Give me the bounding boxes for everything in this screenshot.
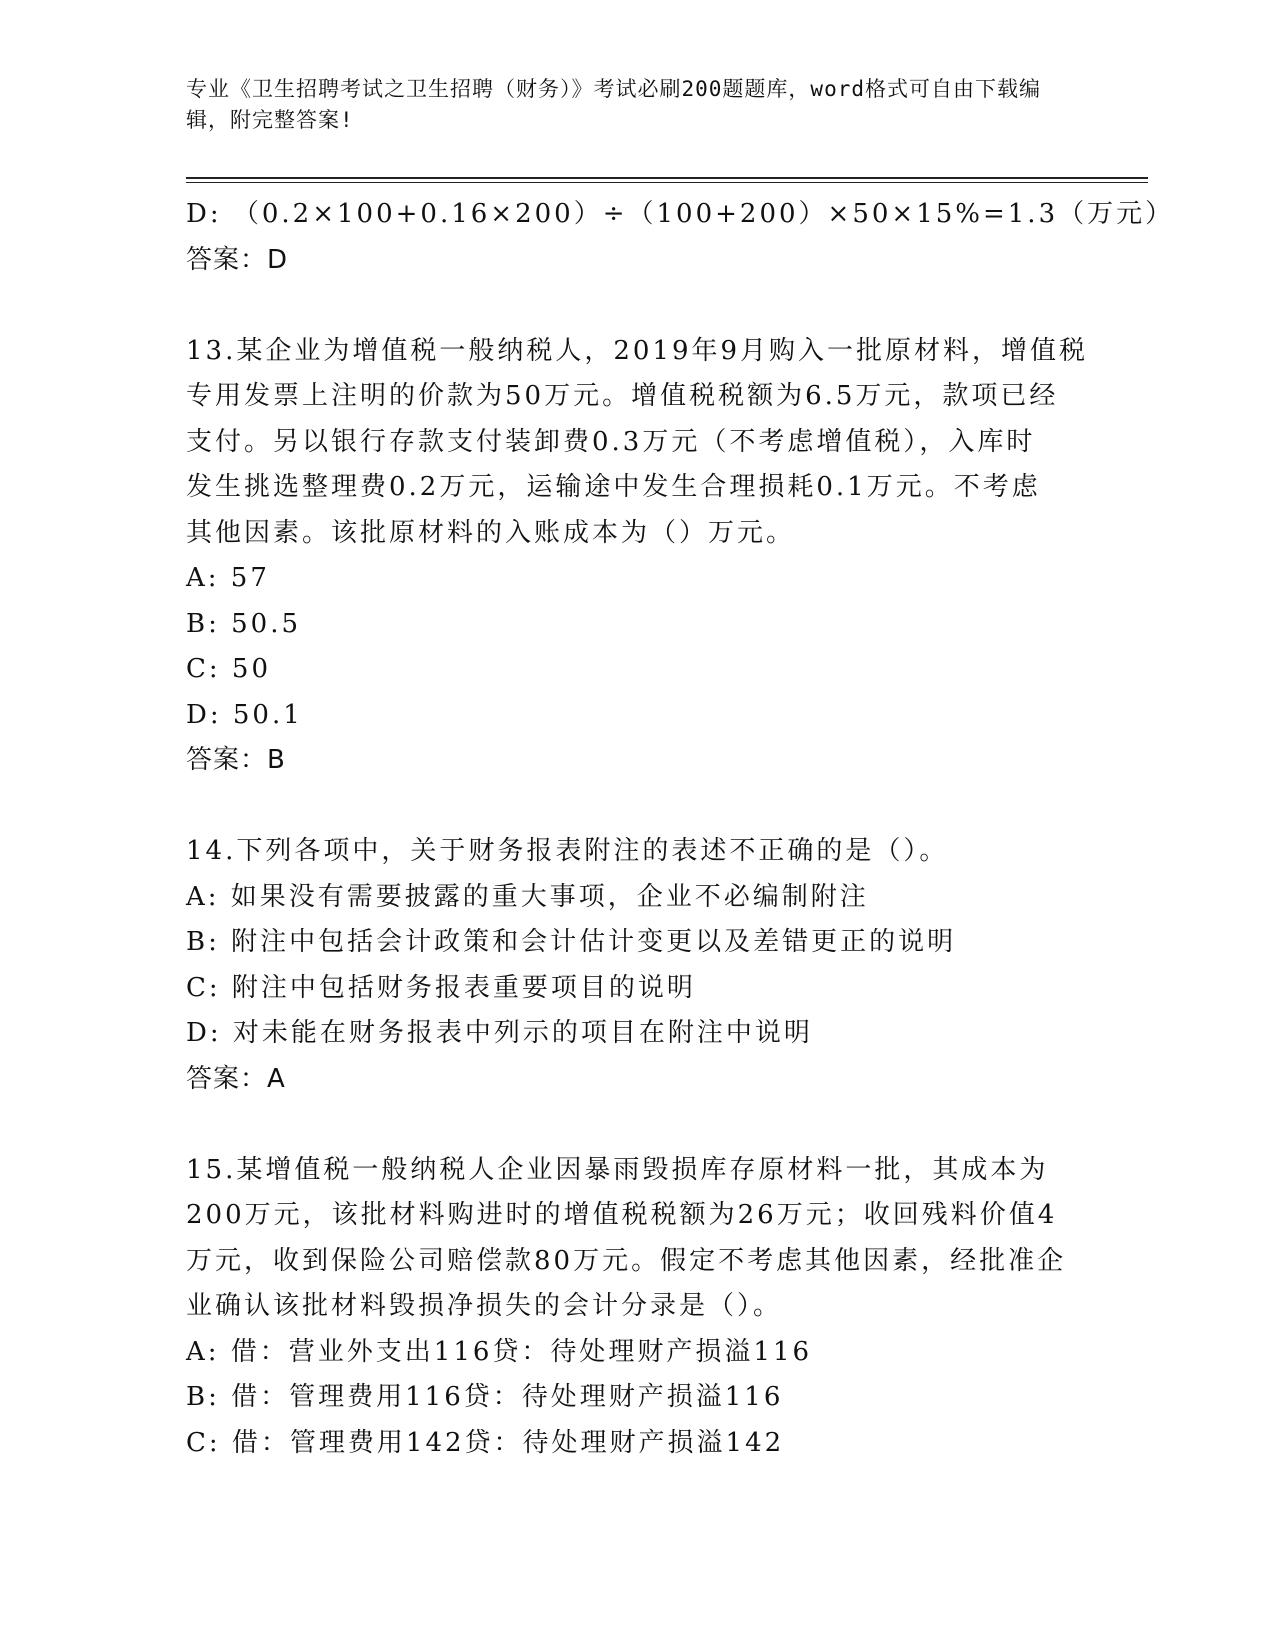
question-15-line-4: 业确认该批材料毁损净损失的会计分录是（）。 [186, 1291, 783, 1321]
question-15-line-2: 200万元，该批材料购进时的增值税税额为26万元；收回残料价值4 [186, 1200, 1058, 1230]
question-13-option-b: B: 50.5 [186, 608, 302, 639]
question-13-answer: 答案：B [186, 745, 286, 775]
question-14-answer: 答案：A [186, 1063, 286, 1094]
document-header [186, 74, 1066, 136]
question-15-option-b: B: 借：管理费用116贷：待处理财产损溢116 [186, 1382, 784, 1412]
question-14-option-c: C: 附注中包括财务报表重要项目的说明 [186, 972, 696, 1003]
question-14 [186, 829, 1086, 1102]
spacer [186, 784, 1086, 830]
prev-answer: 答案：D [186, 244, 289, 275]
question-13-line-3: 支付。另以银行存款支付装卸费0.3万元（不考虑增值税），入库时 [186, 426, 1036, 457]
spacer [186, 283, 1086, 329]
header-rule-thin [186, 182, 1148, 183]
header-title: 专业《卫生招聘考试之卫生招聘（财务）》考试必刷200题题库，word格式可自由下载编辑，附完整答案! [186, 77, 1041, 132]
document-body [186, 192, 1175, 1466]
prev-option-d: D: （0.2×100+0.16×200）÷（100+200）×50×15%=1.3（万元） [186, 199, 1175, 229]
question-15 [186, 1148, 1086, 1467]
question-15-option-c: C: 借：管理费用142贷：待处理财产损溢142 [186, 1427, 785, 1458]
question-14-line-1: 14.下列各项中，关于财务报表附注的表述不正确的是（）。 [186, 836, 949, 866]
question-13-line-2: 专用发票上注明的价款为50万元。增值税税额为6.5万元，款项已经 [186, 381, 1059, 411]
header-rule-thick [186, 177, 1148, 179]
question-13 [186, 329, 1089, 784]
question-15-line-3: 万元，收到保险公司赔偿款80万元。假定不考虑其他因素，经批准企 [186, 1245, 1067, 1276]
question-13-option-a: A: 57 [186, 563, 270, 593]
question-13-line-1: 13.某企业为增值税一般纳税人，2019年9月购入一批原材料，增值税 [186, 335, 1089, 366]
question-13-option-c: C: 50 [186, 654, 272, 684]
question-13-option-d: D: 50.1 [186, 699, 303, 730]
spacer [186, 1102, 1086, 1148]
question-14-option-a: A: 如果没有需要披露的重大事项，企业不必编制附注 [186, 881, 869, 912]
question-15-line-1: 15.某增值税一般纳税人企业因暴雨毁损库存原材料一批，其成本为 [186, 1154, 1049, 1185]
question-13-line-4: 发生挑选整理费0.2万元，运输途中发生合理损耗0.1万元。不考虑 [186, 472, 1041, 502]
question-13-line-5: 其他因素。该批原材料的入账成本为（）万元。 [186, 517, 796, 548]
question-14-option-d: D: 对未能在财务报表中列示的项目在附注中说明 [186, 1018, 813, 1048]
question-14-option-b: B: 附注中包括会计政策和会计估计变更以及差错更正的说明 [186, 927, 957, 957]
question-15-option-a: A: 借：营业外支出116贷：待处理财产损溢116 [186, 1336, 813, 1367]
